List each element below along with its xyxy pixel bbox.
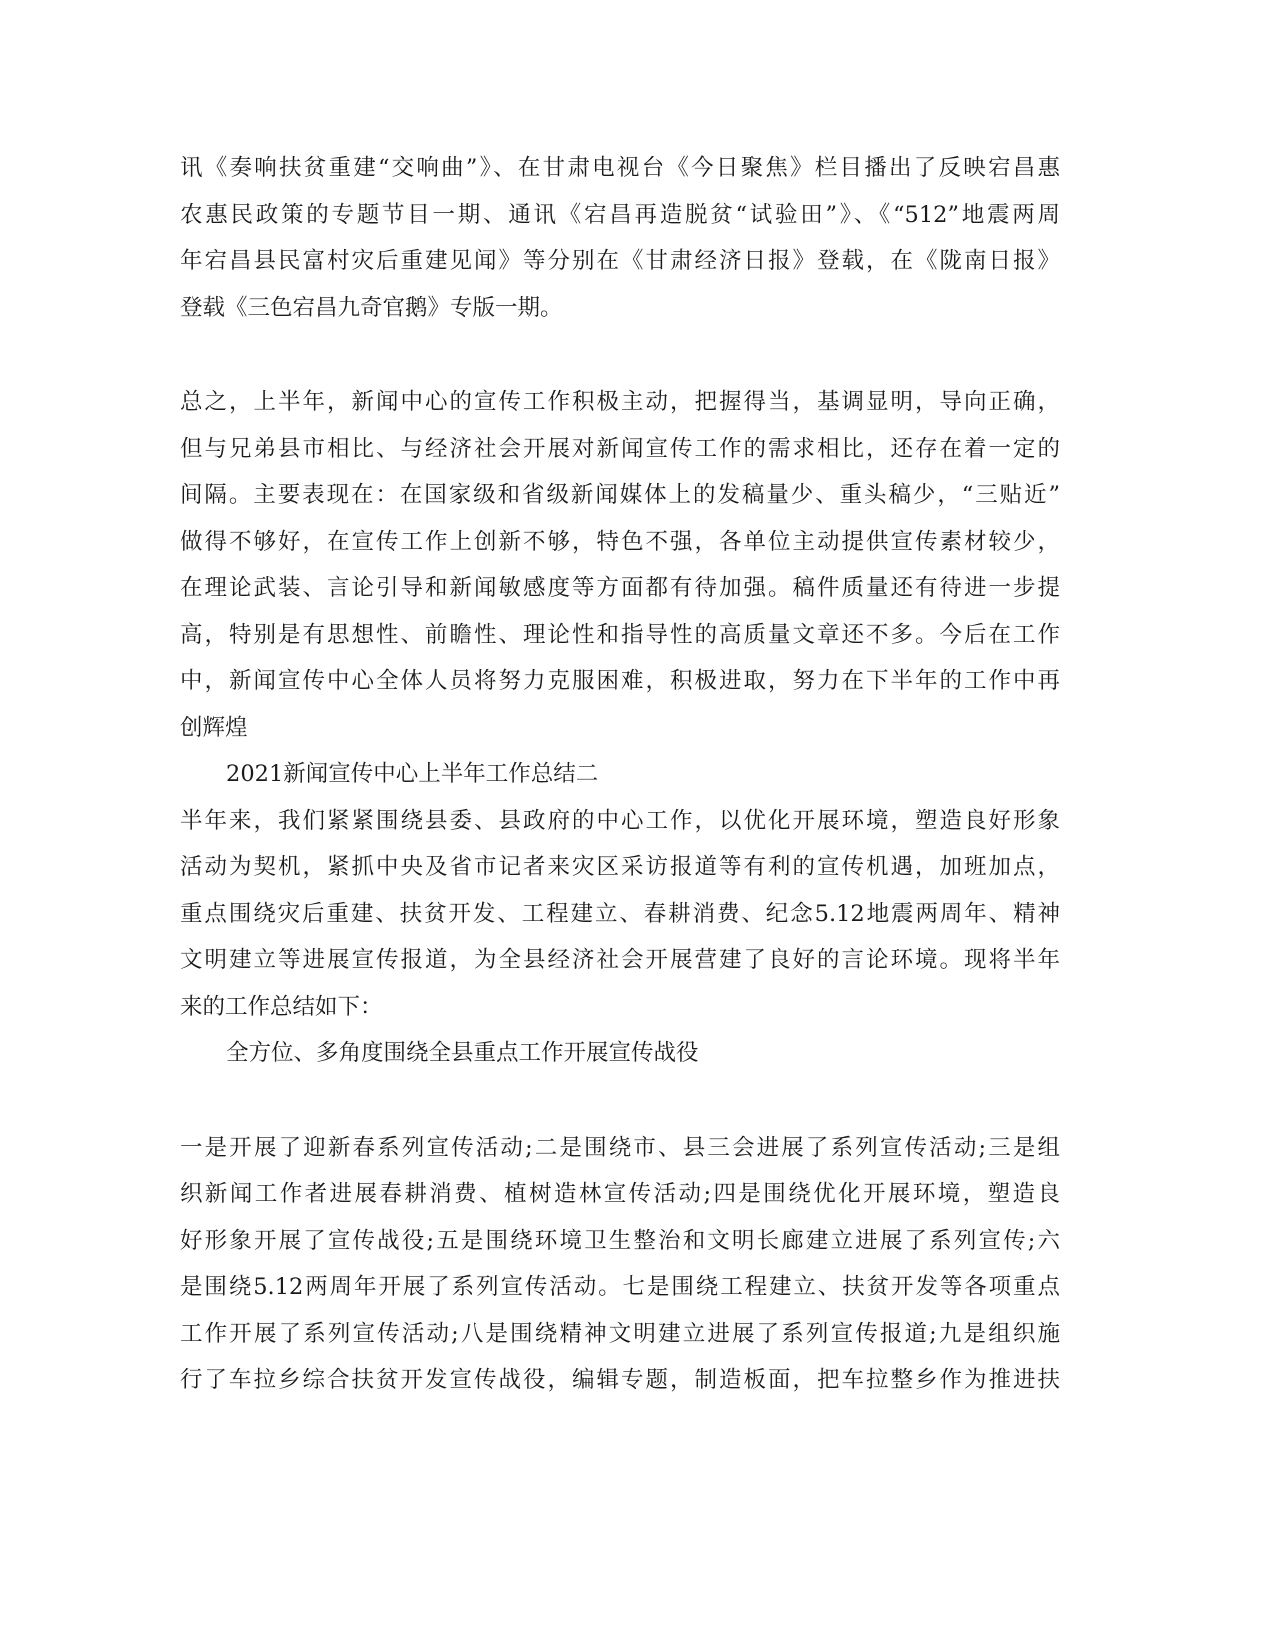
text-line: 做得不够好，在宣传工作上创新不够，特色不强，各单位主动提供宣传素材较少，	[180, 528, 1060, 555]
text-line: 重点围绕灾后重建、扶贫开发、工程建立、春耕消费、纪念5.12地震两周年、精神	[180, 900, 1060, 927]
text-line: 讯《奏响扶贫重建“交响曲”》、在甘肃电视台《今日聚焦》栏目播出了反映宕昌惠	[180, 155, 1060, 181]
section-title-text: 2021新闻宣传中心上半年工作总结二	[226, 761, 599, 787]
text-line: 来的工作总结如下：	[180, 993, 383, 1020]
text-line: 间隔。主要表现在：在国家级和省级新闻媒体上的发稿量少、重头稿少，“三贴近”	[180, 482, 1060, 508]
paragraph-gap	[180, 331, 1060, 379]
text-line: 工作开展了系列宣传活动;八是围绕精神文明建立进展了系列宣传报道;九是组织施	[180, 1320, 1060, 1347]
paragraph-summary	[180, 379, 1060, 751]
text-line: 总之，上半年，新闻中心的宣传工作积极主动，把握得当，基调显明，导向正确，	[180, 389, 1060, 415]
text-line: 是围绕5.12两周年开展了系列宣传活动。七是围绕工程建立、扶贫开发等各项重点	[180, 1274, 1060, 1300]
text-line: 创辉煌	[180, 714, 248, 741]
document-page	[180, 145, 1060, 1404]
text-line: 文明建立等进展宣传报道，为全县经济社会开展营建了良好的言论环境。现将半年	[180, 947, 1060, 973]
text-line: 农惠民政策的专题节目一期、通讯《宕昌再造脱贫“试验田”》、《“512”地震两周	[180, 201, 1060, 228]
text-line: 但与兄弟县市相比、与经济社会开展对新闻宣传工作的需求相比，还存在着一定的	[180, 435, 1060, 462]
text-line: 登载《三色宕昌九奇官鹅》专版一期。	[180, 294, 563, 321]
text-line: 高，特别是有思想性、前瞻性、理论性和指导性的高质量文章还不多。今后在工作	[180, 621, 1060, 648]
text-line: 好形象开展了宣传战役;五是围绕环境卫生整治和文明长廊建立进展了系列宣传;六	[180, 1227, 1060, 1254]
paragraph-campaign-list	[180, 1125, 1060, 1404]
subsection-title	[180, 1030, 1060, 1077]
text-line: 织新闻工作者进展春耕消费、植树造林宣传活动;四是围绕优化开展环境，塑造良	[180, 1181, 1060, 1207]
paragraph-overview	[180, 798, 1060, 1031]
text-line: 活动为契机，紧抓中央及省市记者来灾区采访报道等有利的宣传机遇，加班加点，	[180, 854, 1060, 880]
paragraph-media-reports	[180, 145, 1060, 331]
paragraph-gap	[180, 1077, 1060, 1125]
section-title	[180, 751, 1060, 798]
text-line: 在理论武装、言论引导和新闻敏感度等方面都有待加强。稿件质量还有待进一步提	[180, 575, 1060, 601]
subsection-title-text: 全方位、多角度围绕全县重点工作开展宣传战役	[226, 1040, 699, 1066]
text-line: 一是开展了迎新春系列宣传活动;二是围绕市、县三会进展了系列宣传活动;三是组	[180, 1134, 1060, 1161]
text-line: 中，新闻宣传中心全体人员将努力克服困难，积极进取，努力在下半年的工作中再	[180, 668, 1060, 694]
text-line: 行了车拉乡综合扶贫开发宣传战役，编辑专题，制造板面，把车拉整乡作为推进扶	[180, 1367, 1060, 1393]
text-line: 半年来，我们紧紧围绕县委、县政府的中心工作，以优化开展环境，塑造良好形象	[180, 807, 1060, 834]
text-line: 年宕昌县民富村灾后重建见闻》等分别在《甘肃经济日报》登载，在《陇南日报》	[180, 248, 1060, 274]
